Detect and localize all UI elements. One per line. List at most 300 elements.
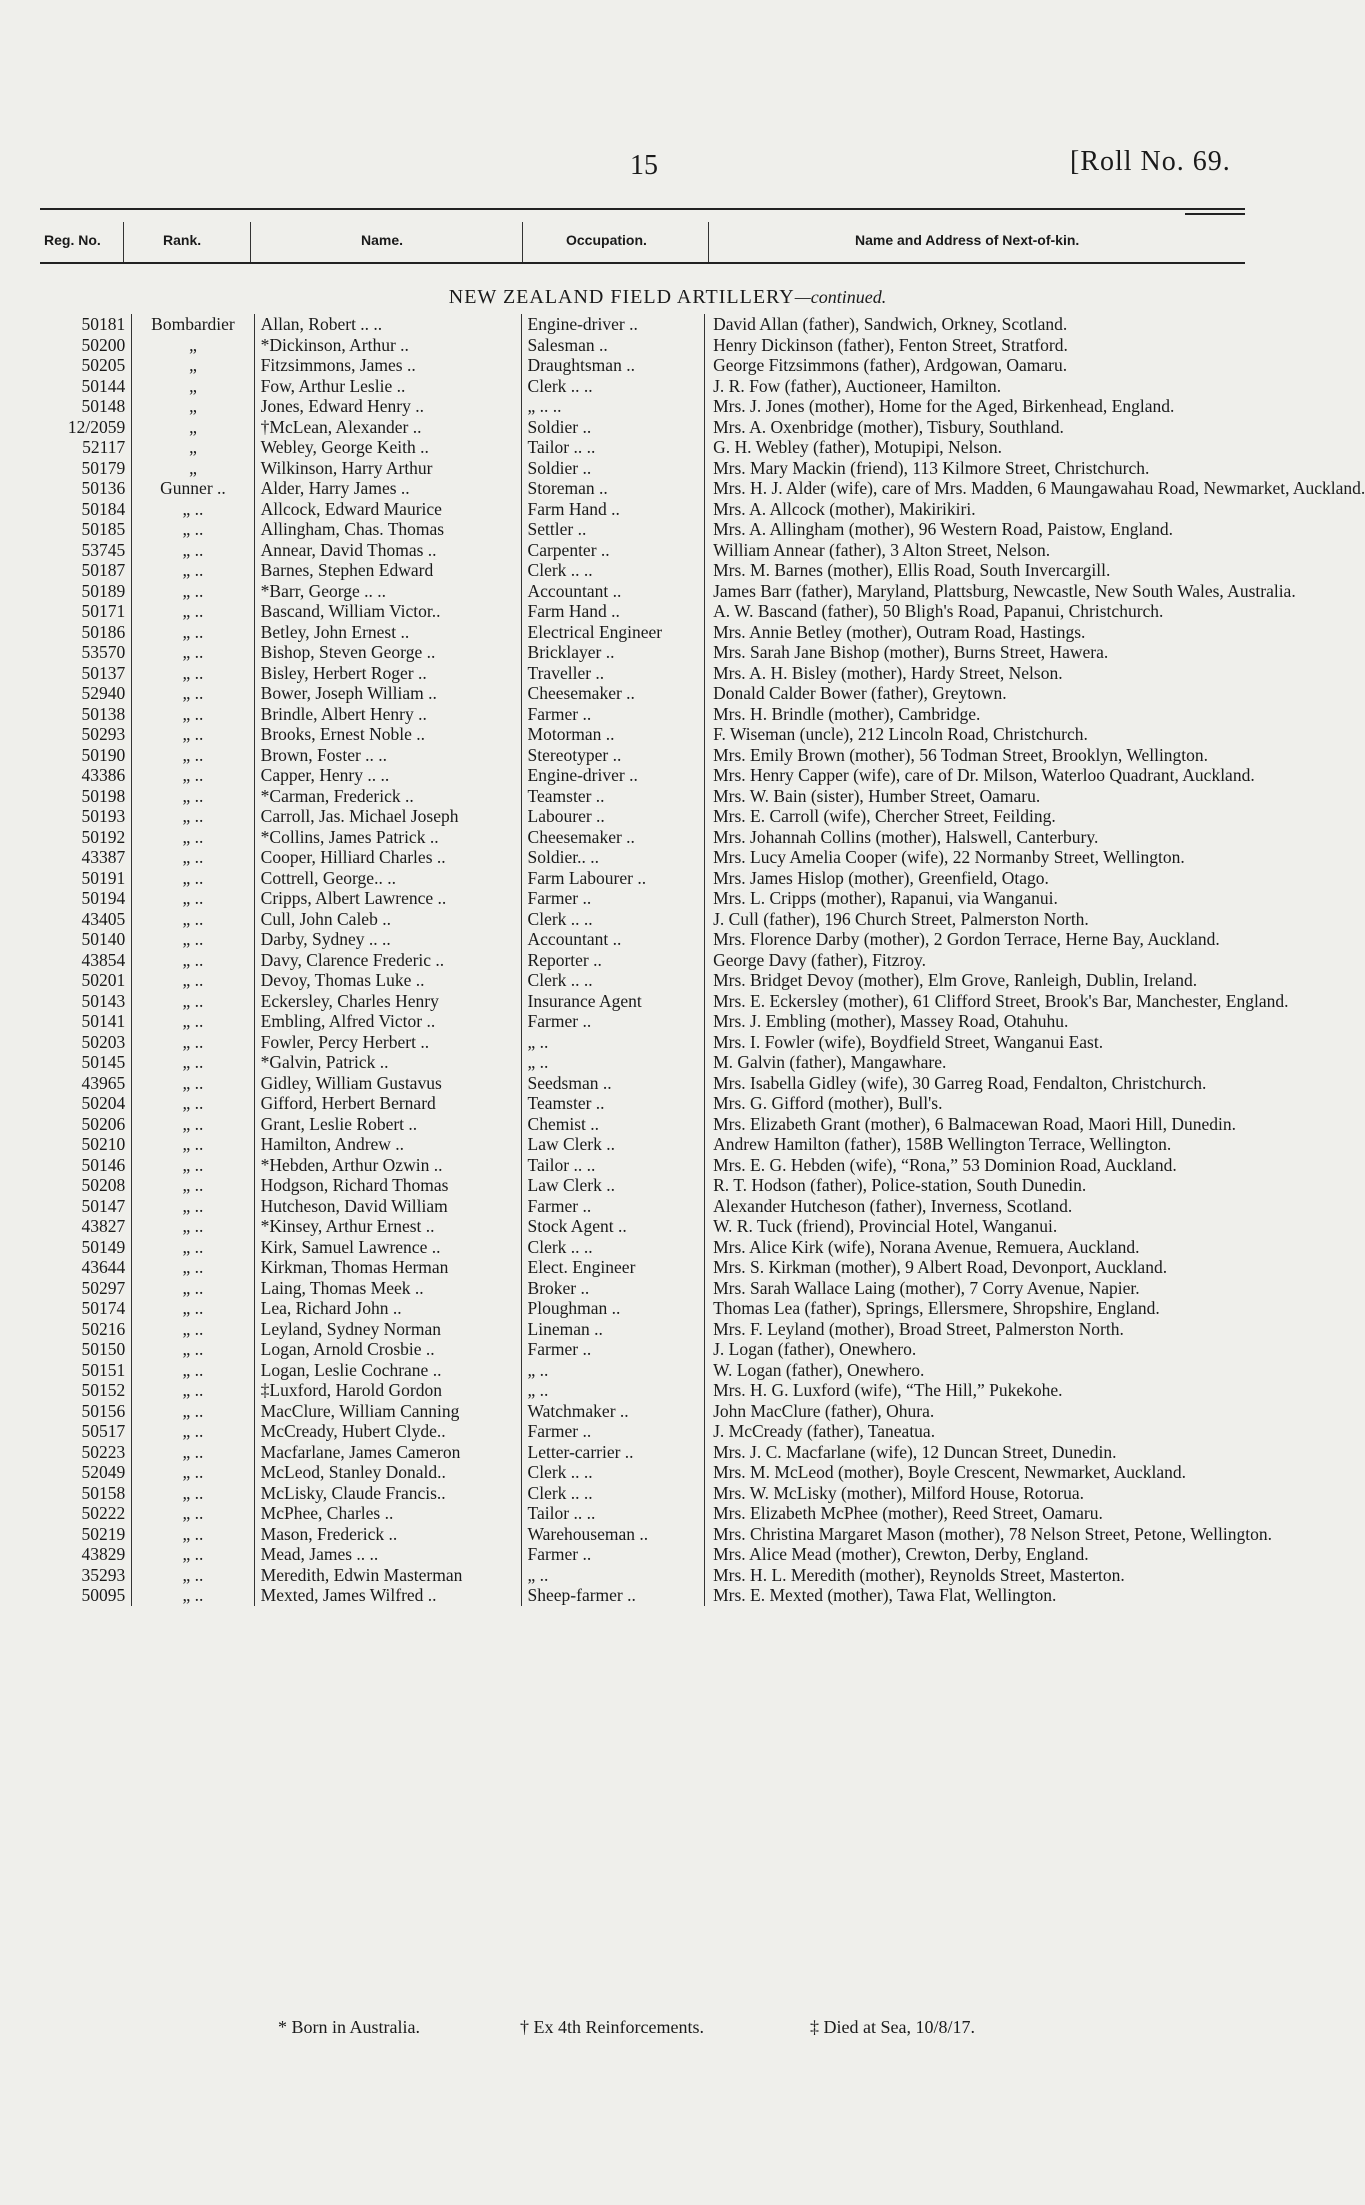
rank: „ .. — [132, 1134, 254, 1155]
next-of-kin: George Fitzsimmons (father), Ardgowan, Oamaru. — [705, 355, 1280, 376]
occupation: Farmer .. — [521, 1339, 705, 1360]
rank: „ .. — [132, 1503, 254, 1524]
rank: „ — [132, 335, 254, 356]
rank: „ .. — [132, 745, 254, 766]
soldier-name: Brown, Foster .. .. — [254, 745, 521, 766]
column-header-reg: Reg. No. — [44, 232, 101, 248]
soldier-name: *Galvin, Patrick .. — [254, 1052, 521, 1073]
reg-number: 50203 — [81, 1031, 126, 1052]
reg-number: 43827 — [81, 1216, 126, 1236]
table-row — [40, 950, 1280, 971]
rank: „ .. — [132, 1052, 254, 1073]
soldier-name: *Dickinson, Arthur .. — [254, 335, 521, 356]
table-row — [40, 724, 1280, 745]
table-row — [40, 1298, 1280, 1319]
table-row — [40, 1483, 1280, 1504]
rank: „ .. — [132, 581, 254, 602]
reg-number: 50222 — [81, 1503, 126, 1523]
reg-number: 52117 — [82, 437, 126, 457]
soldier-name: Allcock, Edward Maurice — [254, 499, 521, 520]
soldier-name: Leyland, Sydney Norman — [254, 1319, 521, 1340]
next-of-kin: Henry Dickinson (father), Fenton Street, Stratford. — [705, 335, 1280, 356]
soldier-name: Kirk, Samuel Lawrence .. — [254, 1237, 521, 1258]
table-row — [40, 417, 1280, 438]
soldier-name: Laing, Thomas Meek .. — [254, 1278, 521, 1299]
reg-number: 50150 — [81, 1339, 126, 1359]
header-divider — [708, 222, 709, 262]
next-of-kin: Mrs. A. Allingham (mother), 96 Western Road, Paistow, England. — [705, 519, 1280, 540]
table-row — [40, 1339, 1280, 1360]
soldier-name: Kirkman, Thomas Herman — [254, 1257, 521, 1278]
soldier-name: Macfarlane, James Cameron — [254, 1442, 521, 1463]
next-of-kin: J. Cull (father), 196 Church Street, Palmerston North. — [705, 909, 1280, 930]
soldier-name: Cottrell, George.. .. — [254, 868, 521, 889]
rank: „ .. — [132, 1524, 254, 1545]
table-row — [40, 1585, 1280, 1606]
reg-number: 50189 — [81, 580, 126, 601]
reg-number: 50192 — [81, 826, 126, 847]
rank: „ .. — [132, 1032, 254, 1053]
header-divider — [250, 222, 251, 262]
occupation: Clerk .. .. — [521, 1483, 705, 1504]
reg-number: 50194 — [81, 888, 126, 908]
rank: „ .. — [132, 1196, 254, 1217]
table-row — [40, 519, 1280, 540]
rank: „ .. — [132, 1462, 254, 1483]
next-of-kin: Mrs. W. Bain (sister), Humber Street, Oamaru. — [705, 786, 1280, 807]
table-row — [40, 827, 1280, 848]
reg-number: 50204 — [81, 1093, 126, 1113]
rank: „ .. — [132, 642, 254, 663]
occupation: Clerk .. .. — [521, 560, 705, 581]
next-of-kin: Mrs. Bridget Devoy (mother), Elm Grove, Ranleigh, Dublin, Ireland. — [705, 970, 1280, 991]
next-of-kin: Mrs. A. Oxenbridge (mother), Tisbury, Southland. — [705, 417, 1280, 438]
next-of-kin: A. W. Bascand (father), 50 Bligh's Road, Papanui, Christchurch. — [705, 601, 1280, 622]
reg-number: 50517 — [81, 1421, 126, 1441]
soldier-name: Webley, George Keith .. — [254, 437, 521, 458]
rank: „ .. — [132, 1073, 254, 1094]
next-of-kin: Mrs. Christina Margaret Mason (mother), 78 Nelson Street, Petone, Wellington. — [705, 1524, 1280, 1545]
soldier-name: Davy, Clarence Frederic .. — [254, 950, 521, 971]
soldier-name: Jones, Edward Henry .. — [254, 396, 521, 417]
column-header-occupation: Occupation. — [566, 232, 647, 248]
table-row — [40, 704, 1280, 725]
rank: „ .. — [132, 704, 254, 725]
rank: „ .. — [132, 929, 254, 950]
occupation: Clerk .. .. — [521, 970, 705, 991]
column-header-name: Name. — [361, 232, 404, 248]
soldier-name: ‡Luxford, Harold Gordon — [254, 1380, 521, 1401]
next-of-kin: James Barr (father), Maryland, Plattsburg, Newcastle, New South Wales, Australia. — [705, 581, 1280, 602]
rank: „ .. — [132, 1483, 254, 1504]
next-of-kin: Mrs. E. G. Hebden (wife), “Rona,” 53 Dominion Road, Auckland. — [705, 1155, 1280, 1176]
rank: „ .. — [132, 786, 254, 807]
rank: „ .. — [132, 1298, 254, 1319]
occupation: Draughtsman .. — [521, 355, 705, 376]
occupation: Labourer .. — [521, 806, 705, 827]
next-of-kin: Mrs. I. Fowler (wife), Boydfield Street, Wanganui East. — [705, 1032, 1280, 1053]
reg-number: 50186 — [81, 621, 126, 642]
table-row — [40, 1134, 1280, 1155]
reg-number: 50151 — [81, 1359, 126, 1380]
rank: „ — [132, 417, 254, 438]
table-row — [40, 806, 1280, 827]
soldier-name: MacClure, William Canning — [254, 1401, 521, 1422]
next-of-kin: J. Logan (father), Onewhero. — [705, 1339, 1280, 1360]
reg-number: 50149 — [81, 1236, 126, 1257]
soldier-name: McCready, Hubert Clyde.. — [254, 1421, 521, 1442]
next-of-kin: John MacClure (father), Ohura. — [705, 1401, 1280, 1422]
occupation: Engine-driver .. — [521, 765, 705, 786]
occupation: Salesman .. — [521, 335, 705, 356]
occupation: Clerk .. .. — [521, 376, 705, 397]
rank: „ .. — [132, 1257, 254, 1278]
soldier-name: *Kinsey, Arthur Ernest .. — [254, 1216, 521, 1237]
occupation: Engine-driver .. — [521, 314, 705, 335]
reg-number: 43405 — [81, 908, 126, 929]
reg-number: 50185 — [81, 519, 126, 539]
soldier-name: Devoy, Thomas Luke .. — [254, 970, 521, 991]
soldier-name: Logan, Leslie Cochrane .. — [254, 1360, 521, 1381]
soldier-name: Cull, John Caleb .. — [254, 909, 521, 930]
rank: „ .. — [132, 683, 254, 704]
rank: „ .. — [132, 622, 254, 643]
table-row — [40, 683, 1280, 704]
soldier-name: *Collins, James Patrick .. — [254, 827, 521, 848]
next-of-kin: Mrs. J. Jones (mother), Home for the Aged, Birkenhead, England. — [705, 396, 1280, 417]
rank: „ .. — [132, 1175, 254, 1196]
next-of-kin: Andrew Hamilton (father), 158B Wellington Terrace, Wellington. — [705, 1134, 1280, 1155]
occupation: Settler .. — [521, 519, 705, 540]
soldier-name: Gifford, Herbert Bernard — [254, 1093, 521, 1114]
rank: „ .. — [132, 1565, 254, 1586]
next-of-kin: William Annear (father), 3 Alton Street, Nelson. — [705, 540, 1280, 561]
rank: „ .. — [132, 950, 254, 971]
table-row — [40, 458, 1280, 479]
soldier-name: McLeod, Stanley Donald.. — [254, 1462, 521, 1483]
next-of-kin: Mrs. Florence Darby (mother), 2 Gordon Terrace, Herne Bay, Auckland. — [705, 929, 1280, 950]
soldier-name: *Hebden, Arthur Ozwin .. — [254, 1155, 521, 1176]
next-of-kin: Mrs. Isabella Gidley (wife), 30 Garreg Road, Fendalton, Christchurch. — [705, 1073, 1280, 1094]
table-row — [40, 1503, 1280, 1524]
occupation: Soldier.. .. — [521, 847, 705, 868]
reg-number: 53745 — [81, 539, 126, 560]
table-row — [40, 1032, 1280, 1053]
page-number: 15 — [630, 150, 658, 181]
occupation: Traveller .. — [521, 663, 705, 684]
next-of-kin: Mrs. Alice Kirk (wife), Norana Avenue, Remuera, Auckland. — [705, 1237, 1280, 1258]
reg-number: 50158 — [81, 1482, 126, 1503]
next-of-kin: Mrs. H. G. Luxford (wife), “The Hill,” Pukekohe. — [705, 1380, 1280, 1401]
rank: „ .. — [132, 663, 254, 684]
reg-number: 50208 — [81, 1175, 126, 1195]
occupation: Clerk .. .. — [521, 909, 705, 930]
next-of-kin: Mrs. Alice Mead (mother), Crewton, Derby, England. — [705, 1544, 1280, 1565]
next-of-kin: Mrs. H. J. Alder (wife), care of Mrs. Madden, 6 Maungawahau Road, Newmarket, Auckland. — [705, 478, 1280, 499]
soldier-name: Hamilton, Andrew .. — [254, 1134, 521, 1155]
next-of-kin: Mrs. James Hislop (mother), Greenfield, Otago. — [705, 868, 1280, 889]
rank: „ — [132, 355, 254, 376]
table-row — [40, 1319, 1280, 1340]
soldier-name: Darby, Sydney .. .. — [254, 929, 521, 950]
occupation: Electrical Engineer — [521, 622, 705, 643]
occupation: „ .. — [521, 1032, 705, 1053]
next-of-kin: Mrs. Sarah Jane Bishop (mother), Burns Street, Hawera. — [705, 642, 1280, 663]
occupation: Bricklayer .. — [521, 642, 705, 663]
soldier-name: Mason, Frederick .. — [254, 1524, 521, 1545]
reg-number: 50136 — [81, 478, 126, 498]
occupation: Sheep-farmer .. — [521, 1585, 705, 1606]
column-header-kin: Name and Address of Next-of-kin. — [855, 232, 1080, 248]
table-row — [40, 786, 1280, 807]
table-row — [40, 1462, 1280, 1483]
next-of-kin: Mrs. A. H. Bisley (mother), Hardy Street, Nelson. — [705, 663, 1280, 684]
table-row — [40, 868, 1280, 889]
header-divider — [123, 222, 124, 262]
reg-number: 50210 — [81, 1134, 126, 1154]
soldier-name: Brooks, Ernest Noble .. — [254, 724, 521, 745]
occupation: Cheesemaker .. — [521, 827, 705, 848]
section-title-suffix: —continued. — [794, 287, 887, 307]
next-of-kin: Mrs. Mary Mackin (friend), 113 Kilmore Street, Christchurch. — [705, 458, 1280, 479]
table-row — [40, 745, 1280, 766]
rank: „ .. — [132, 560, 254, 581]
occupation: Warehouseman .. — [521, 1524, 705, 1545]
next-of-kin: Mrs. Annie Betley (mother), Outram Road, Hastings. — [705, 622, 1280, 643]
soldier-name: Capper, Henry .. .. — [254, 765, 521, 786]
next-of-kin: Mrs. Elizabeth McPhee (mother), Reed Street, Oamaru. — [705, 1503, 1280, 1524]
soldier-name: Grant, Leslie Robert .. — [254, 1114, 521, 1135]
occupation: Tailor .. .. — [521, 1155, 705, 1176]
occupation: Farmer .. — [521, 1196, 705, 1217]
rank: „ .. — [132, 1421, 254, 1442]
reg-number: 12/2059 — [67, 416, 126, 437]
next-of-kin: F. Wiseman (uncle), 212 Lincoln Road, Christchurch. — [705, 724, 1280, 745]
next-of-kin: Alexander Hutcheson (father), Inverness, Scotland. — [705, 1196, 1280, 1217]
next-of-kin: George Davy (father), Fitzroy. — [705, 950, 1280, 971]
occupation: Storeman .. — [521, 478, 705, 499]
reg-number: 50144 — [81, 375, 126, 396]
occupation: Accountant .. — [521, 929, 705, 950]
section-title — [0, 286, 1335, 309]
footnote-died-at-sea: ‡ Died at Sea, 10/8/17. — [810, 2017, 975, 2037]
occupation: „ .. — [521, 1565, 705, 1586]
reg-number: 50198 — [81, 785, 126, 806]
table-row — [40, 765, 1280, 786]
rank: „ .. — [132, 888, 254, 909]
occupation: Law Clerk .. — [521, 1175, 705, 1196]
next-of-kin: Donald Calder Bower (father), Greytown. — [705, 683, 1280, 704]
soldier-name: Wilkinson, Harry Arthur — [254, 458, 521, 479]
rank: „ .. — [132, 1155, 254, 1176]
soldier-name: Fowler, Percy Herbert .. — [254, 1032, 521, 1053]
reg-number: 43644 — [81, 1257, 126, 1277]
occupation: Farm Hand .. — [521, 499, 705, 520]
soldier-name: Gidley, William Gustavus — [254, 1073, 521, 1094]
soldier-name: †McLean, Alexander .. — [254, 417, 521, 438]
occupation: Tailor .. .. — [521, 437, 705, 458]
occupation: Farm Labourer .. — [521, 868, 705, 889]
nominal-roll-table — [40, 314, 1365, 1606]
soldier-name: Fitzsimmons, James .. — [254, 355, 521, 376]
occupation: Cheesemaker .. — [521, 683, 705, 704]
table-row — [40, 601, 1280, 622]
reg-number: 50143 — [81, 990, 126, 1011]
table-row — [40, 622, 1280, 643]
reg-number: 43386 — [81, 765, 126, 785]
reg-number: 50191 — [81, 867, 126, 888]
rank: „ — [132, 376, 254, 397]
occupation: „ .. .. — [521, 396, 705, 417]
table-row — [40, 1073, 1280, 1094]
reg-number: 50171 — [81, 601, 126, 621]
rank: „ — [132, 396, 254, 417]
next-of-kin: Mrs. Henry Capper (wife), care of Dr. Milson, Waterloo Quadrant, Auckland. — [705, 765, 1280, 786]
reg-number: 52940 — [81, 683, 126, 703]
occupation: Farmer .. — [521, 1544, 705, 1565]
next-of-kin: Mrs. Johannah Collins (mother), Halswell, Canterbury. — [705, 827, 1280, 848]
table-row — [40, 929, 1280, 950]
reg-number: 50181 — [81, 314, 126, 334]
reg-number: 50174 — [81, 1298, 126, 1318]
rank: „ .. — [132, 909, 254, 930]
table-row — [40, 1237, 1280, 1258]
soldier-name: McPhee, Charles .. — [254, 1503, 521, 1524]
next-of-kin: Mrs. Sarah Wallace Laing (mother), 7 Corry Avenue, Napier. — [705, 1278, 1280, 1299]
occupation: Ploughman .. — [521, 1298, 705, 1319]
reg-number: 50141 — [81, 1011, 126, 1031]
soldier-name: *Carman, Frederick .. — [254, 786, 521, 807]
reg-number: 50200 — [81, 334, 126, 355]
next-of-kin: Thomas Lea (father), Springs, Ellersmere, Shropshire, England. — [705, 1298, 1280, 1319]
rank: „ .. — [132, 1114, 254, 1135]
next-of-kin: Mrs. S. Kirkman (mother), 9 Albert Road, Devonport, Auckland. — [705, 1257, 1280, 1278]
reg-number: 43854 — [81, 949, 126, 970]
reg-number: 50137 — [81, 662, 126, 683]
occupation: „ .. — [521, 1380, 705, 1401]
next-of-kin: G. H. Webley (father), Motupipi, Nelson. — [705, 437, 1280, 458]
rank: „ .. — [132, 540, 254, 561]
next-of-kin: M. Galvin (father), Mangawhare. — [705, 1052, 1280, 1073]
table-row — [40, 437, 1280, 458]
next-of-kin: J. R. Fow (father), Auctioneer, Hamilton. — [705, 376, 1280, 397]
rank: „ .. — [132, 1339, 254, 1360]
reg-number: 35293 — [81, 1564, 126, 1585]
occupation: Farm Hand .. — [521, 601, 705, 622]
occupation: Farmer .. — [521, 888, 705, 909]
reg-number: 50140 — [81, 929, 126, 949]
next-of-kin: Mrs. W. McLisky (mother), Milford House, Rotorua. — [705, 1483, 1280, 1504]
occupation: Clerk .. .. — [521, 1237, 705, 1258]
table-row — [40, 376, 1280, 397]
rank: „ .. — [132, 499, 254, 520]
occupation: Carpenter .. — [521, 540, 705, 561]
table-row — [40, 1196, 1280, 1217]
soldier-name: Hutcheson, David William — [254, 1196, 521, 1217]
table-row — [40, 1257, 1280, 1278]
table-row — [40, 499, 1280, 520]
table-row — [40, 1380, 1280, 1401]
rank: „ .. — [132, 970, 254, 991]
occupation: Soldier .. — [521, 417, 705, 438]
table-row — [40, 335, 1280, 356]
reg-number: 50148 — [81, 396, 126, 416]
rank: „ .. — [132, 1401, 254, 1422]
rank: „ .. — [132, 1237, 254, 1258]
table-row — [40, 1011, 1280, 1032]
occupation: Teamster .. — [521, 786, 705, 807]
table-row — [40, 847, 1280, 868]
rank: „ .. — [132, 827, 254, 848]
occupation: „ .. — [521, 1360, 705, 1381]
rank: „ .. — [132, 724, 254, 745]
rank: „ .. — [132, 1585, 254, 1606]
reg-number: 43829 — [81, 1544, 126, 1564]
section-title-text: NEW ZEALAND FIELD ARTILLERY — [448, 286, 795, 308]
next-of-kin: W. Logan (father), Onewhero. — [705, 1360, 1280, 1381]
rank: Bombardier — [132, 314, 254, 335]
header-bottom-rule — [40, 262, 1245, 264]
occupation: Insurance Agent — [521, 991, 705, 1012]
table-row — [40, 1093, 1280, 1114]
reg-number: 50297 — [81, 1277, 126, 1298]
reg-number: 50138 — [81, 703, 126, 724]
soldier-name: Logan, Arnold Crosbie .. — [254, 1339, 521, 1360]
rank: „ — [132, 458, 254, 479]
table-row — [40, 540, 1280, 561]
soldier-name: Cripps, Albert Lawrence .. — [254, 888, 521, 909]
next-of-kin: Mrs. L. Cripps (mother), Rapanui, via Wanganui. — [705, 888, 1280, 909]
soldier-name: Brindle, Albert Henry .. — [254, 704, 521, 725]
reg-number: 52049 — [81, 1462, 126, 1482]
reg-number: 50184 — [81, 498, 126, 519]
rank: „ .. — [132, 1216, 254, 1237]
rank: „ .. — [132, 1544, 254, 1565]
occupation: Teamster .. — [521, 1093, 705, 1114]
reg-number: 50179 — [81, 457, 126, 478]
soldier-name: Bower, Joseph William .. — [254, 683, 521, 704]
table-row — [40, 1421, 1280, 1442]
table-row — [40, 1175, 1280, 1196]
soldier-name: Allan, Robert .. .. — [254, 314, 521, 335]
next-of-kin: Mrs. Elizabeth Grant (mother), 6 Balmacewan Road, Maori Hill, Dunedin. — [705, 1114, 1280, 1135]
rank: „ .. — [132, 519, 254, 540]
table-row — [40, 581, 1280, 602]
table-row — [40, 560, 1280, 581]
occupation: Soldier .. — [521, 458, 705, 479]
soldier-name: Bascand, William Victor.. — [254, 601, 521, 622]
occupation: Motorman .. — [521, 724, 705, 745]
next-of-kin: Mrs. M. Barnes (mother), Ellis Road, South Invercargill. — [705, 560, 1280, 581]
reg-number: 50147 — [81, 1195, 126, 1216]
rank: „ .. — [132, 806, 254, 827]
table-row — [40, 1401, 1280, 1422]
header-top-rule — [40, 208, 1245, 210]
reg-number: 50216 — [81, 1318, 126, 1339]
table-row — [40, 1052, 1280, 1073]
nominal-roll-body — [40, 314, 1365, 1606]
occupation: Broker .. — [521, 1278, 705, 1299]
next-of-kin: Mrs. A. Allcock (mother), Makirikiri. — [705, 499, 1280, 520]
occupation: Chemist .. — [521, 1114, 705, 1135]
roll-number: [Roll No. 69. — [1070, 146, 1231, 177]
rank: „ .. — [132, 601, 254, 622]
table-row — [40, 970, 1280, 991]
next-of-kin: Mrs. Emily Brown (mother), 56 Todman Street, Brooklyn, Wellington. — [705, 745, 1280, 766]
table-row — [40, 991, 1280, 1012]
reg-number: 50223 — [81, 1441, 126, 1462]
soldier-name: Carroll, Jas. Michael Joseph — [254, 806, 521, 827]
